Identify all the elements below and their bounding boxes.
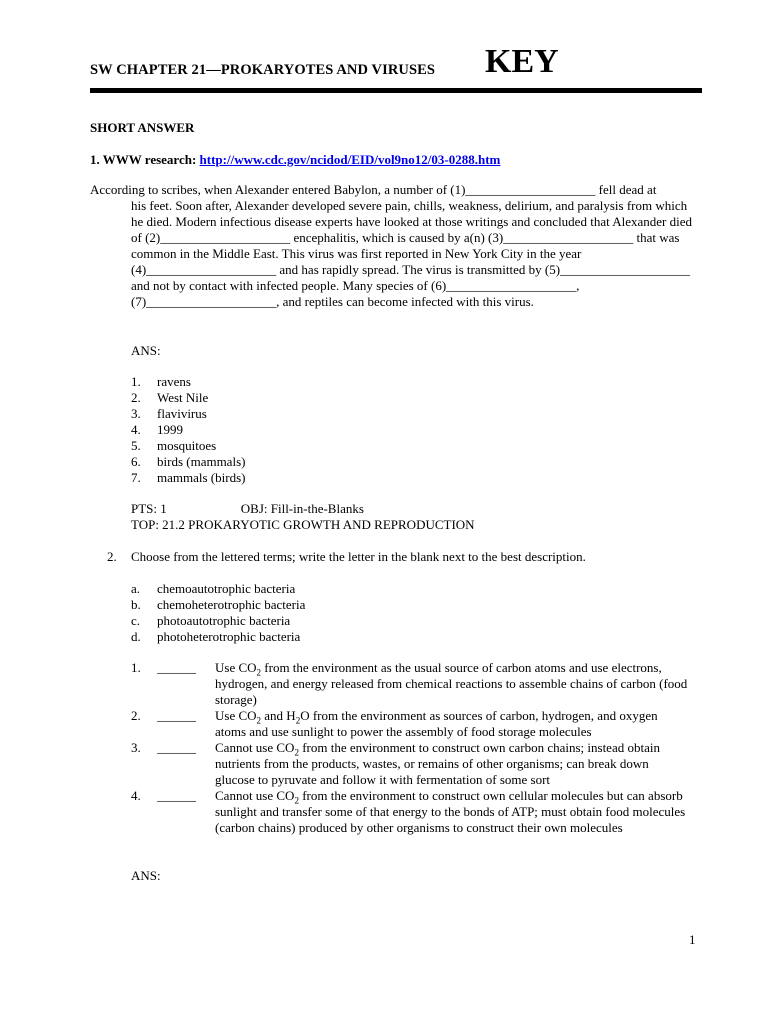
description-row: 2. ______ Use $CO_2$ and $H_2O$ from the environment as sources of carbon, hydrogen, and oxygen atoms and use sunlight to power the assembly of food storage molecules bbox=[131, 708, 691, 740]
description-text: Use $CO_2$ and $H_2O$ from the environment as sources of carbon, hydrogen, and oxygen atoms and use sunlight to power the assembly of food storage molecules bbox=[215, 708, 658, 739]
question-2-text: Choose from the lettered terms; write the letter in the blank next to the best description. bbox=[131, 549, 586, 564]
research-link[interactable]: http://www.cdc.gov/ncidod/EID/vol9no12/03-0288.htm bbox=[199, 152, 501, 167]
list-item: 5. mosquitoes bbox=[131, 438, 217, 453]
points-line bbox=[131, 501, 364, 517]
question-2-prompt bbox=[107, 549, 586, 565]
answer-list bbox=[131, 374, 245, 486]
page-number: 1 bbox=[689, 932, 696, 947]
answer-blank: ______ bbox=[157, 788, 196, 803]
question-1-paragraph bbox=[90, 182, 702, 310]
description-text: Use $CO_2$ from the environment as the usual source of carbon atoms and use electrons, hydrogen, and energy released from chemical reactions to assemble chains of carbon (food storage) bbox=[215, 660, 688, 707]
list-item: d. photoheterotrophic bacteria bbox=[131, 629, 301, 644]
objective-value: OBJ: Fill-in-the-Blanks bbox=[240, 501, 364, 516]
term-list bbox=[131, 581, 305, 645]
paragraph-first-line: According to scribes, when Alexander entered Babylon, a number of (1)____________________ fell dead at bbox=[90, 182, 657, 197]
chapter-title: SW CHAPTER 21—PROKARYOTES AND VIRUSES bbox=[90, 62, 436, 78]
question-2-number: 2. bbox=[107, 549, 117, 564]
section-heading: SHORT ANSWER bbox=[90, 120, 195, 135]
answer-label-2: ANS: bbox=[131, 868, 161, 883]
description-text: Cannot use $CO_2$ from the environment to construct own carbon chains; instead obtain nutrients from the products, wastes, or remains of other organisms; can break down glucose to pyruvate and follow it with fermentation of some sort bbox=[215, 740, 660, 787]
paragraph-body: his feet. Soon after, Alexander developed severe pain, chills, weakness, delirium, and paralysis from which he died. Modern infectious disease experts have looked at those writings and concluded that Alexander died of (2)____________________ encephalitis, which is caused by a(n) (3)____________________ that was common in the Middle East. This virus was first reported in New York City in the year (4)____________________ and has rapidly spread. The virus is transmitted by (5)____________________ and not by contact with infected people. Many species of (6)____________________, (7)____________________, and reptiles can become infected with this virus. bbox=[131, 198, 692, 309]
description-row: 3. ______ Cannot use $CO_2$ from the environment to construct own carbon chains; instead obtain nutrients from the products, wastes, or remains of other organisms; can break down glucose to pyruvate and follow it with fermentation of some sort bbox=[131, 740, 691, 788]
list-item: c. photoautotrophic bacteria bbox=[131, 613, 291, 628]
list-item: 2. West Nile bbox=[131, 390, 209, 405]
answer-blank: ______ bbox=[157, 740, 196, 755]
description-text: Cannot use $CO_2$ from the environment to construct own cellular molecules but can absorb sunlight and transfer some of that energy to the bonds of ATP; must obtain food molecules (carbon chains) produced by other organisms to construct their own molecules bbox=[215, 788, 686, 835]
answer-blank: ______ bbox=[157, 660, 196, 675]
list-item: b. chemoheterotrophic bacteria bbox=[131, 597, 306, 612]
header-divider bbox=[90, 88, 702, 93]
description-row: 1. ______ Use $CO_2$ from the environment as the usual source of carbon atoms and use electrons, hydrogen, and energy released from chemical reactions to assemble chains of carbon (food storage) bbox=[131, 660, 691, 708]
key-label: KEY bbox=[485, 43, 559, 80]
list-item: 1. ravens bbox=[131, 374, 191, 389]
question-1-heading bbox=[90, 152, 500, 168]
list-item: 7. mammals (birds) bbox=[131, 470, 246, 485]
answer-blank: ______ bbox=[157, 708, 196, 723]
list-item: 6. birds (mammals) bbox=[131, 454, 246, 469]
list-item: 3. flavivirus bbox=[131, 406, 207, 421]
points-value: PTS: 1 bbox=[131, 501, 167, 516]
list-item: a. chemoautotrophic bacteria bbox=[131, 581, 296, 596]
question-1-label: 1. WWW research: bbox=[90, 152, 197, 167]
answer-label: ANS: bbox=[131, 343, 161, 358]
topic-line: TOP: 21.2 PROKARYOTIC GROWTH AND REPRODUCTION bbox=[131, 517, 475, 532]
description-row: 4. ______ Cannot use $CO_2$ from the environment to construct own cellular molecules but can absorb sunlight and transfer some of that energy to the bonds of ATP; must obtain food molecules (carbon chains) produced by other organisms to construct their own molecules bbox=[131, 788, 691, 836]
list-item: 4. 1999 bbox=[131, 422, 183, 437]
